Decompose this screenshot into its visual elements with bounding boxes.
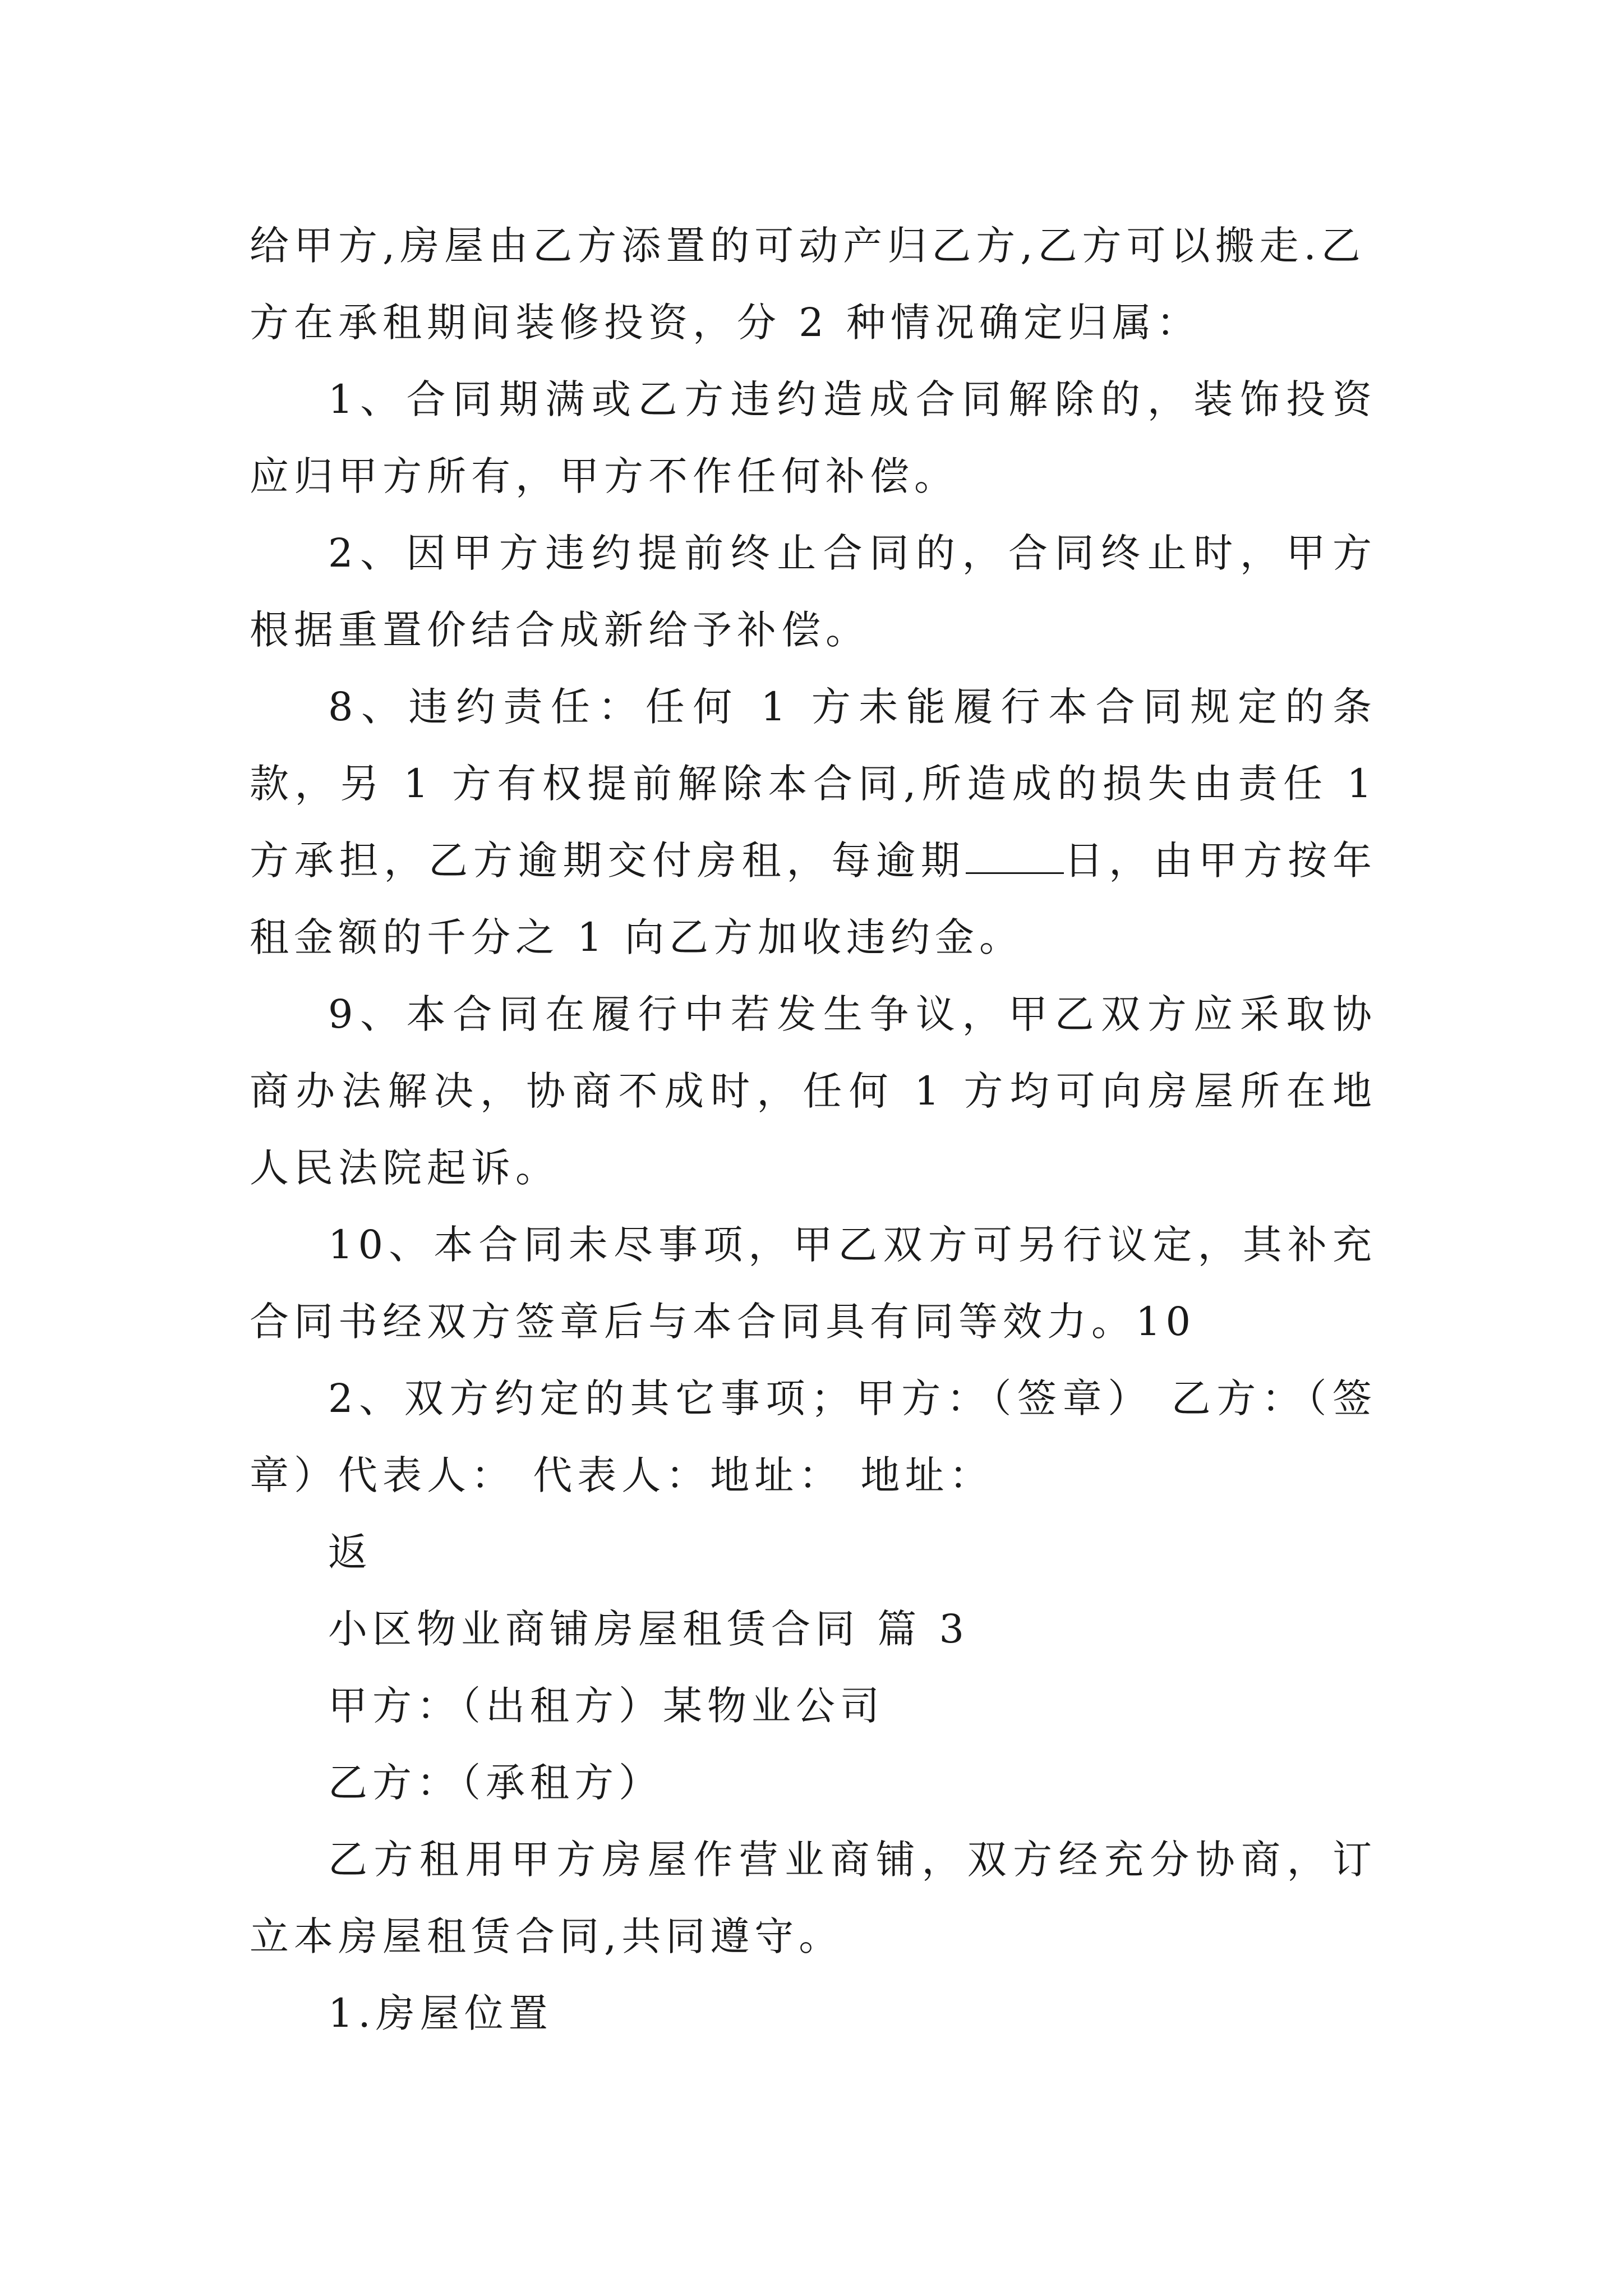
paragraph-supplement: 10、本合同未尽事项，甲乙双方可另行议定，其补充合同书经双方签章后与本合同具有同等效力。10 <box>250 1222 1377 1345</box>
fill-in-blank <box>966 837 1064 874</box>
breach-text-before: 8、违约责任：任何 1 方未能履行本合同规定的条款，另 1 方有权提前解除本合同,所造成的损失由责任 1 方承担，乙方逾期交付房租，每逾期 <box>250 684 1377 884</box>
paragraph-preamble: 乙方租用甲方房屋作营业商铺，双方经充分协商，订立本房屋租赁合同,共同遵守。 <box>250 1837 1377 1959</box>
paragraph-line: 给甲方,房屋由乙方添置的可动产归乙方,乙方可以搬走.乙 <box>250 223 1366 269</box>
paragraph-breach-liability <box>250 669 1377 976</box>
contract-title: 小区物业商铺房屋租赁合同 篇 3 <box>328 1606 970 1652</box>
document-body <box>250 208 1377 2052</box>
paragraph-continuation <box>250 208 1377 361</box>
section-heading-location: 1.房屋位置 <box>328 1990 553 2036</box>
party-a: 甲方：（出租方）某物业公司 <box>328 1683 884 1729</box>
party-b: 乙方：（承租方） <box>328 1760 663 1806</box>
paragraph-clause-1: 1、合同期满或乙方违约造成合同解除的，装饰投资应归甲方所有，甲方不作任何补偿。 <box>250 376 1377 499</box>
breach-text-after: 日，由甲方按年租金额的千分之 1 向乙方加收违约金。 <box>250 838 1377 960</box>
paragraph-return: 返 <box>328 1529 372 1575</box>
paragraph-signatures: 2、双方约定的其它事项；甲方：（签章） 乙方：（签章）代表人： 代表人：地址： 地址： <box>250 1375 1377 1498</box>
paragraph-dispute: 9、本合同在履行中若发生争议，甲乙双方应采取协商办法解决，协商不成时，任何 1 方均可向房屋所在地人民法院起诉。 <box>250 991 1377 1191</box>
paragraph-clause-2: 2、因甲方违约提前终止合同的，合同终止时，甲方根据重置价结合成新给予补偿。 <box>250 530 1377 653</box>
paragraph-line: 方在承租期间装修投资，分 2 种情况确定归属： <box>250 300 1201 346</box>
